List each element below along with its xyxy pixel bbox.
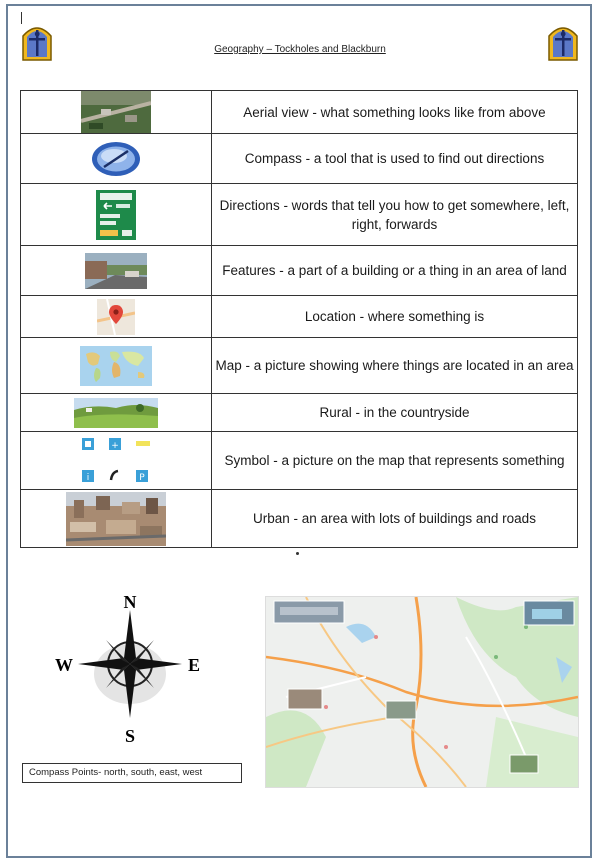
- map-symbols-icon: [76, 436, 156, 486]
- compass-north-label: N: [123, 592, 137, 612]
- table-row: [21, 432, 578, 490]
- svg-text:i: i: [86, 472, 90, 483]
- compass-south-label: S: [124, 726, 136, 746]
- table-row: [21, 490, 578, 548]
- world-map-icon: [80, 346, 152, 386]
- table-cell-image: [21, 394, 212, 432]
- compass-icon: [90, 139, 142, 179]
- svg-text:+: +: [111, 440, 119, 451]
- table-cell-image: [21, 134, 212, 184]
- local-area-map: [265, 596, 579, 788]
- svg-text:P: P: [139, 472, 145, 483]
- table-row: [21, 246, 578, 296]
- table-row: [21, 91, 578, 134]
- table-row: [21, 134, 578, 184]
- table-row: [21, 338, 578, 394]
- compass-west-label: W: [55, 655, 73, 675]
- stray-mark: [296, 552, 299, 555]
- compass-caption: Compass Points- north, south, east, west: [22, 763, 242, 783]
- table-cell-definition: Aerial view - what something looks like from above: [212, 91, 578, 134]
- table-row: [21, 296, 578, 338]
- compass-rose-icon: [50, 590, 210, 750]
- school-crest-right-icon: [546, 22, 580, 62]
- table-cell-definition: Urban - an area with lots of buildings and roads: [212, 490, 578, 548]
- street-photo-icon: [85, 253, 147, 289]
- table-cell-definition: Rural - in the countryside: [212, 394, 578, 432]
- table-cell-image: [21, 184, 212, 246]
- table-cell-definition: Location - where something is: [212, 296, 578, 338]
- compass-east-label: E: [187, 655, 201, 675]
- road-sign-icon: [96, 190, 136, 240]
- table-cell-image: [21, 432, 212, 490]
- table-cell-definition: Directions - words that tell you how to get somewhere, left, right, forwards: [212, 184, 578, 246]
- table-cell-definition: Features - a part of a building or a thing in an area of land: [212, 246, 578, 296]
- table-cell-image: [21, 91, 212, 134]
- table-cell-definition: Symbol - a picture on the map that represents something: [212, 432, 578, 490]
- table-cell-definition: Map - a picture showing where things are located in an area: [212, 338, 578, 394]
- table-cell-definition: Compass - a tool that is used to find out directions: [212, 134, 578, 184]
- table-row: [21, 394, 578, 432]
- page-title: Geography – Tockholes and Blackburn: [214, 44, 386, 55]
- aerial-photo-icon: [81, 91, 151, 133]
- school-crest-left-icon: [20, 22, 54, 62]
- table-cell-image: [21, 490, 212, 548]
- table-cell-image: [21, 296, 212, 338]
- countryside-photo-icon: [74, 398, 158, 428]
- table-cell-image: [21, 246, 212, 296]
- vocabulary-table: [20, 90, 578, 548]
- table-row: [21, 184, 578, 246]
- table-cell-image: [21, 338, 212, 394]
- location-pin-icon: [97, 299, 135, 335]
- town-photo-icon: [66, 492, 166, 546]
